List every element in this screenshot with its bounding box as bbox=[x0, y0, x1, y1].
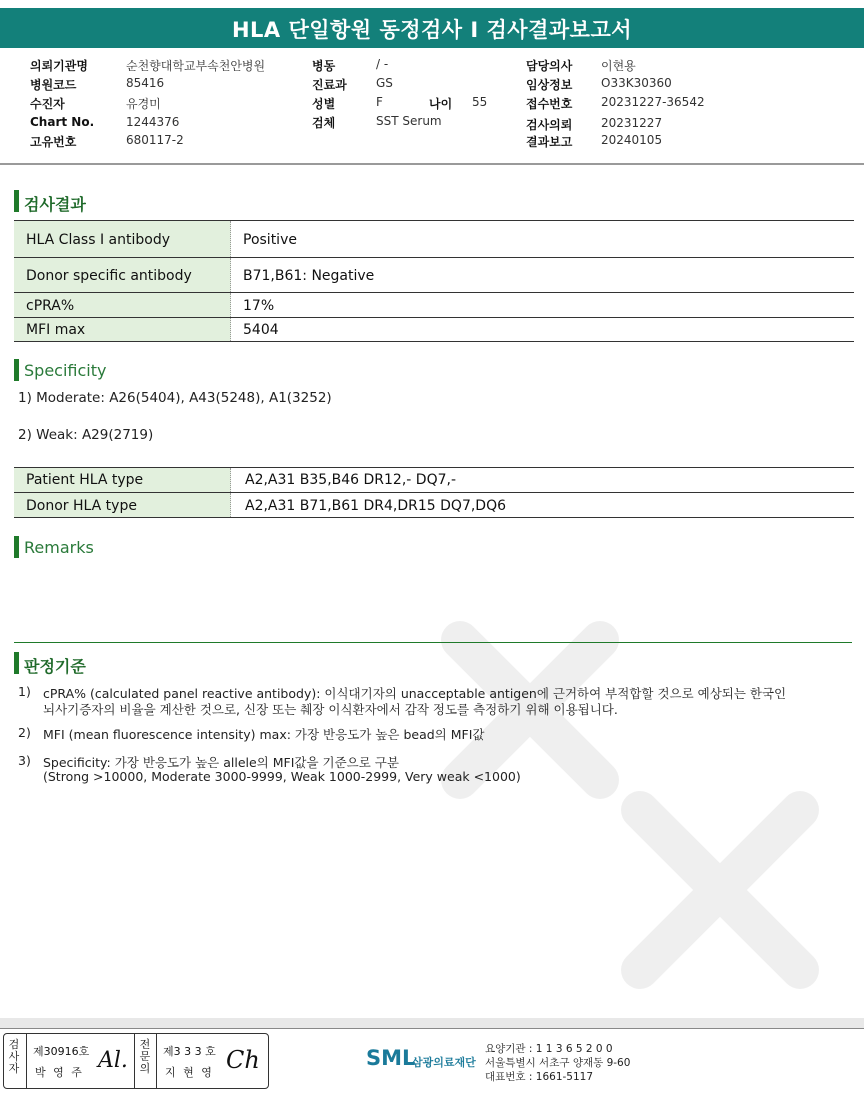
criteria-text: 뇌사기증자의 비율을 계산한 것으로, 신장 또는 췌장 이식환자에서 감작 정도를 측정하기 위해 이용됩니다. bbox=[43, 702, 618, 717]
header-value: 순천향대학교부속천안병원 bbox=[126, 59, 266, 73]
section-marker bbox=[14, 652, 19, 674]
header-label: Chart No. bbox=[30, 115, 95, 129]
row-value: 5404 bbox=[243, 322, 279, 338]
header-label: 병동 bbox=[312, 59, 336, 73]
header-label: 진료과 bbox=[312, 78, 347, 92]
criteria-text: Specificity: 가장 반응도가 높은 allele의 MFI값을 기준으로 구분 bbox=[43, 755, 399, 770]
inspector-label: 검 사 자 bbox=[8, 1038, 20, 1075]
age-label: 나이 bbox=[429, 97, 453, 111]
row-label: Patient HLA type bbox=[26, 472, 144, 488]
table-row bbox=[14, 293, 854, 318]
header-value: O33K30360 bbox=[601, 76, 672, 90]
inspector-license: 제30916호 bbox=[33, 1045, 90, 1058]
header-value: SST Serum bbox=[376, 114, 442, 128]
header-divider bbox=[0, 163, 864, 165]
header-label: 성별 bbox=[312, 97, 336, 111]
header-label: 의뢰기관명 bbox=[30, 59, 88, 73]
table-row bbox=[14, 468, 854, 493]
criteria-text: MFI (mean fluorescence intensity) max: 가장 반응도가 높은 bead의 MFI값 bbox=[43, 727, 485, 742]
header-label: 담당의사 bbox=[526, 59, 573, 73]
header-label: 검체 bbox=[312, 116, 336, 130]
header-value: 이현용 bbox=[601, 59, 636, 73]
header-value: 680117-2 bbox=[126, 133, 184, 147]
org-info-line: 서울특별시 서초구 양재동 9-60 bbox=[485, 1057, 631, 1069]
header-label: 고유번호 bbox=[30, 135, 77, 149]
header-label: 검사의뢰 bbox=[526, 118, 573, 132]
sml-logo-text: SML bbox=[366, 1046, 416, 1070]
watermark-graphic bbox=[380, 560, 860, 1020]
header-value: 20240105 bbox=[601, 133, 663, 147]
org-name: 삼광의료재단 bbox=[412, 1056, 476, 1069]
header-value: 1244376 bbox=[126, 115, 180, 129]
divider bbox=[134, 1034, 135, 1088]
sml-logo bbox=[366, 1040, 416, 1076]
divider bbox=[26, 1034, 27, 1088]
row-value: B71,B61: Negative bbox=[243, 268, 375, 284]
specificity-line: 2) Weak: A29(2719) bbox=[18, 427, 154, 443]
criteria-num: 2) bbox=[18, 725, 31, 740]
table-row bbox=[14, 493, 854, 518]
header-label: 임상정보 bbox=[526, 78, 573, 92]
signature-box bbox=[3, 1033, 269, 1089]
footer-divider bbox=[0, 1028, 864, 1029]
reviewer-signature: Ch bbox=[226, 1046, 260, 1074]
section-marker bbox=[14, 536, 19, 558]
footer-band bbox=[0, 1018, 864, 1028]
header-value: 20231227 bbox=[601, 116, 663, 130]
header-value: 20231227-36542 bbox=[601, 95, 705, 109]
row-label: HLA Class I antibody bbox=[26, 232, 170, 248]
age-value: 55 bbox=[472, 95, 488, 109]
row-label: Donor HLA type bbox=[26, 498, 137, 514]
section-marker bbox=[14, 359, 19, 381]
header-label: 병원코드 bbox=[30, 78, 77, 92]
header-value: F bbox=[376, 95, 383, 109]
org-info-line: 요양기관 : 1 1 3 6 5 2 0 0 bbox=[485, 1043, 613, 1055]
reviewer-name: 지 현 영 bbox=[165, 1066, 214, 1079]
header-value: 85416 bbox=[126, 76, 165, 90]
row-value: 17% bbox=[243, 298, 275, 314]
report-title: HLA 단일항원 동정검사 I 검사결과보고서 bbox=[231, 18, 633, 42]
hla-type-table bbox=[14, 467, 854, 518]
reviewer-license: 제3 3 3 호 bbox=[163, 1045, 216, 1058]
header-label: 수진자 bbox=[30, 97, 65, 111]
specificity-line: 1) Moderate: A26(5404), A43(5248), A1(3252) bbox=[18, 390, 332, 406]
criteria-num: 3) bbox=[18, 753, 31, 768]
table-row bbox=[14, 221, 854, 258]
criteria-text: (Strong >10000, Moderate 3000-9999, Weak 1000-2999, Very weak <1000) bbox=[43, 769, 521, 784]
table-row bbox=[14, 318, 854, 342]
header-value: GS bbox=[376, 76, 393, 90]
table-row bbox=[14, 258, 854, 293]
inspector-signature: Al. bbox=[98, 1048, 128, 1073]
divider bbox=[156, 1034, 157, 1088]
section-marker bbox=[14, 190, 19, 212]
row-value: Positive bbox=[243, 232, 297, 248]
org-info-line: 대표번호 : 1661-5117 bbox=[485, 1071, 594, 1083]
criteria-num: 1) bbox=[18, 684, 31, 699]
inspector-name: 박 영 주 bbox=[35, 1066, 84, 1079]
criteria-text: cPRA% (calculated panel reactive antibody): 이식대기자의 unacceptable antigen에 근거하여 부적합할 것으로 예상되는 한국인 bbox=[43, 686, 787, 701]
row-label: cPRA% bbox=[26, 298, 75, 314]
row-label: MFI max bbox=[26, 322, 86, 338]
header-value: / - bbox=[376, 57, 389, 71]
criteria-section-title: 판정기준 bbox=[24, 657, 86, 676]
remarks-section-title: Remarks bbox=[24, 538, 94, 557]
header-value: 유경미 bbox=[126, 97, 161, 111]
criteria-divider bbox=[14, 642, 852, 643]
results-table bbox=[14, 220, 854, 343]
row-value: A2,A31 B35,B46 DR12,- DQ7,- bbox=[245, 472, 456, 488]
header-label: 접수번호 bbox=[526, 97, 573, 111]
reviewer-label: 전 문 의 bbox=[139, 1038, 151, 1075]
row-label: Donor specific antibody bbox=[26, 268, 192, 284]
specificity-section-title: Specificity bbox=[24, 361, 107, 380]
row-value: A2,A31 B71,B61 DR4,DR15 DQ7,DQ6 bbox=[245, 498, 507, 514]
results-section-title: 검사결과 bbox=[24, 195, 86, 214]
header-label: 결과보고 bbox=[526, 135, 573, 149]
